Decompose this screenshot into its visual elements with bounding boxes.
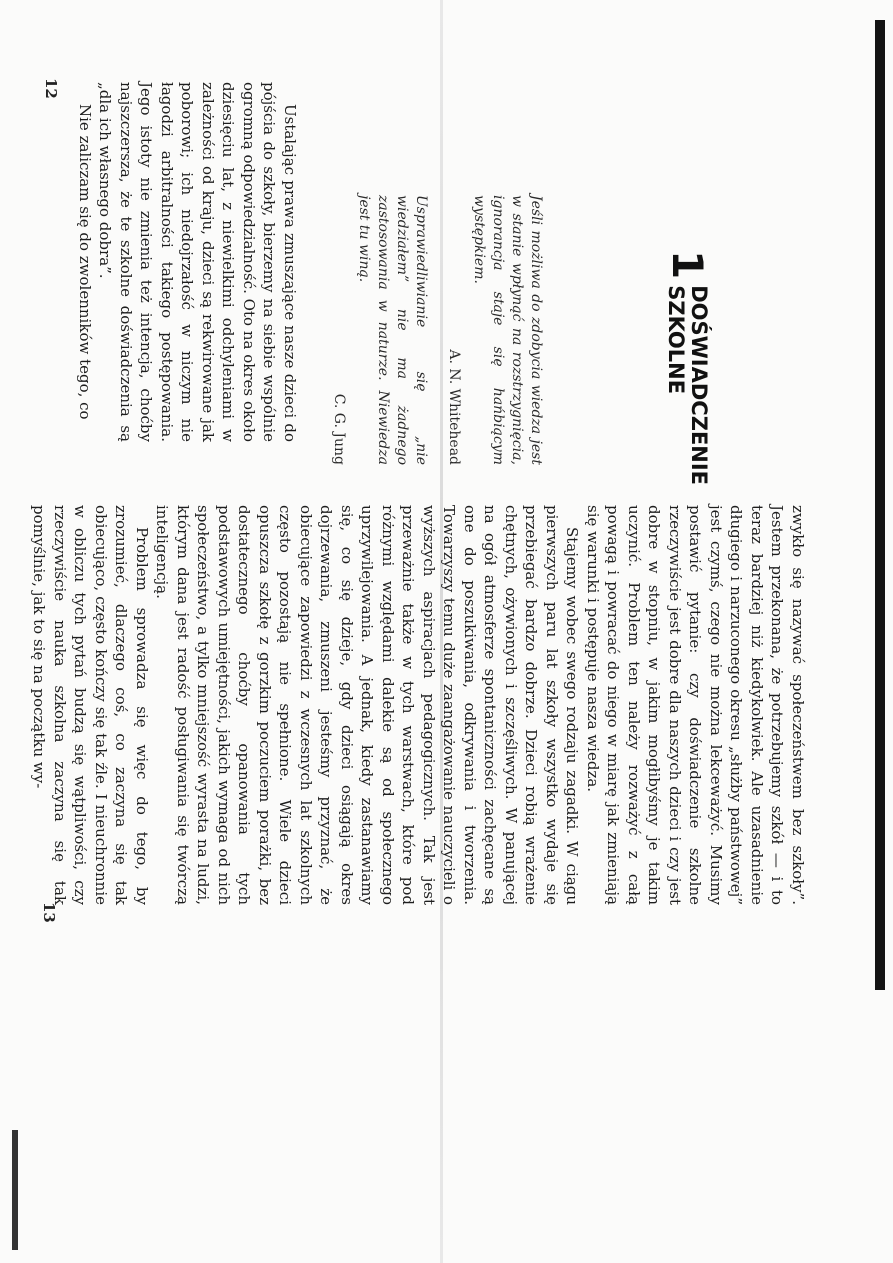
left-page-body (75, 82, 301, 442)
chapter-number: 1 (663, 250, 712, 280)
page-number-right: 13 (40, 902, 58, 923)
motto-2-text: Usprawiedliwianie się „nie wiedziałem” nie ma żadnego zastosowania w naturze. Niewiedza jest tu winą. (356, 195, 429, 465)
right-page-body (29, 505, 808, 905)
chapter-heading (664, 250, 710, 485)
scan-edge-shadow (875, 20, 885, 990)
motto-1 (444, 195, 545, 465)
motto-1-text: Jeśli możliwa do zdobycia wiedza jest w stanie wpłynąć na rozstrzygnięcia, ignorancja staje się hańbiącym występkiem. (471, 195, 544, 465)
motto-block (315, 195, 545, 465)
right-paragraph: Stajemy wobec swego rodzaju zagadki. W ciągu pierwszych paru lat szkoły wszystko wydaje się przebiegać bardzo dobrze. Dzieci robią wrażenie chętnych, ożywionych i szczęśliwych. W panującej na ogół atmosferze spontaniczności zachęcane są one do poszukiwania, odkrywania i tworzenia. Towarzyszy temu duże zaangażowanie nauczycieli o wyższych aspiracjach pedagogicznych. Tak jest przeważnie także w tych warstwach, które pod różnymi względami dalekie są od społecznego uprzywilejowania. A jednak, kiedy zastanawiamy się, co się dzieje, gdy dzieci osiągają okres dojrzewania, zmuszeni jesteśmy przyznać, że obiecujące zapowiedzi z wczesnych lat szkolnych często pozostają nie spełnione. Wiele dzieci opuszcza szkołę z gorzkim poczuciem porażki, bez dostatecznego choćby opanowania tych podstawowych umiejętności, jakich wymaga od nich społeczeństwo, a tylko mniejszość wyrasta na ludzi, którym dana jest radość posługiwania się twórczą inteligencją. (153, 505, 582, 905)
right-paragraph: Problem sprowadza się więc do tego, by zrozumieć, dlaczego coś, co zaczyna się tak obiecująco, często kończy się tak źle. I nieuchronnie w obliczu tych pytań budzą się wątpliwości, czy rzeczywiście nauka szkolna zaczyna się tak pomyślnie, jak to się na początku wy- (30, 505, 151, 905)
left-paragraph: Nie zaliczam się do zwolenników tego, co (76, 104, 94, 420)
motto-2 (329, 195, 430, 465)
chapter-title-line2: SZKOLNE (664, 285, 688, 395)
motto-2-author: C. G. Jung (331, 393, 347, 465)
motto-1-author: A. N. Whitehead (446, 349, 462, 465)
left-paragraph: Ustalając prawa zmuszające nasze dzieci do pójścia do szkoły, bierzemy na siebie wspólnie ogromną odpowiedzialność. Oto na okres około dziesięciu lat, z niewielkimi odchyleniami w zależności od kraju, dzieci są rekwirowane jak poborowi; ich niedojrzałość w niczym nie łagodzi arbitralności takiego postępowania. Jego istoty nie zmienia też intencja, choćby najszczersza, że te szkolne doświadczenia są „dla ich własnego dobra”. (96, 82, 299, 442)
chapter-title-line1: DOŚWIADCZENIE (687, 285, 711, 486)
scan-edge-shadow-left (12, 1130, 18, 1250)
right-paragraph: zwykło się nazywać społeczeństwem bez szkoły”. Jestem przekonana, że potrzebujemy szkół — i to teraz bardziej niż kiedykolwiek. Ale uzasadnienie długiego i narzuconego okresu „służby państwowej” jest czymś, czego nie można lekceważyć. Musimy postawić pytanie: czy doświadczenie szkolne rzeczywiście jest dobre dla naszych dzieci i czy jest dobre w stopniu, w jakim mogłibyśmy je takim uczynić. Problem ten należy rozważyć z całą powagą i powracać do niego w miarę jak zmieniają się warunki i postępuje nasza wiedza. (584, 505, 807, 905)
page-number-left: 12 (42, 78, 60, 99)
